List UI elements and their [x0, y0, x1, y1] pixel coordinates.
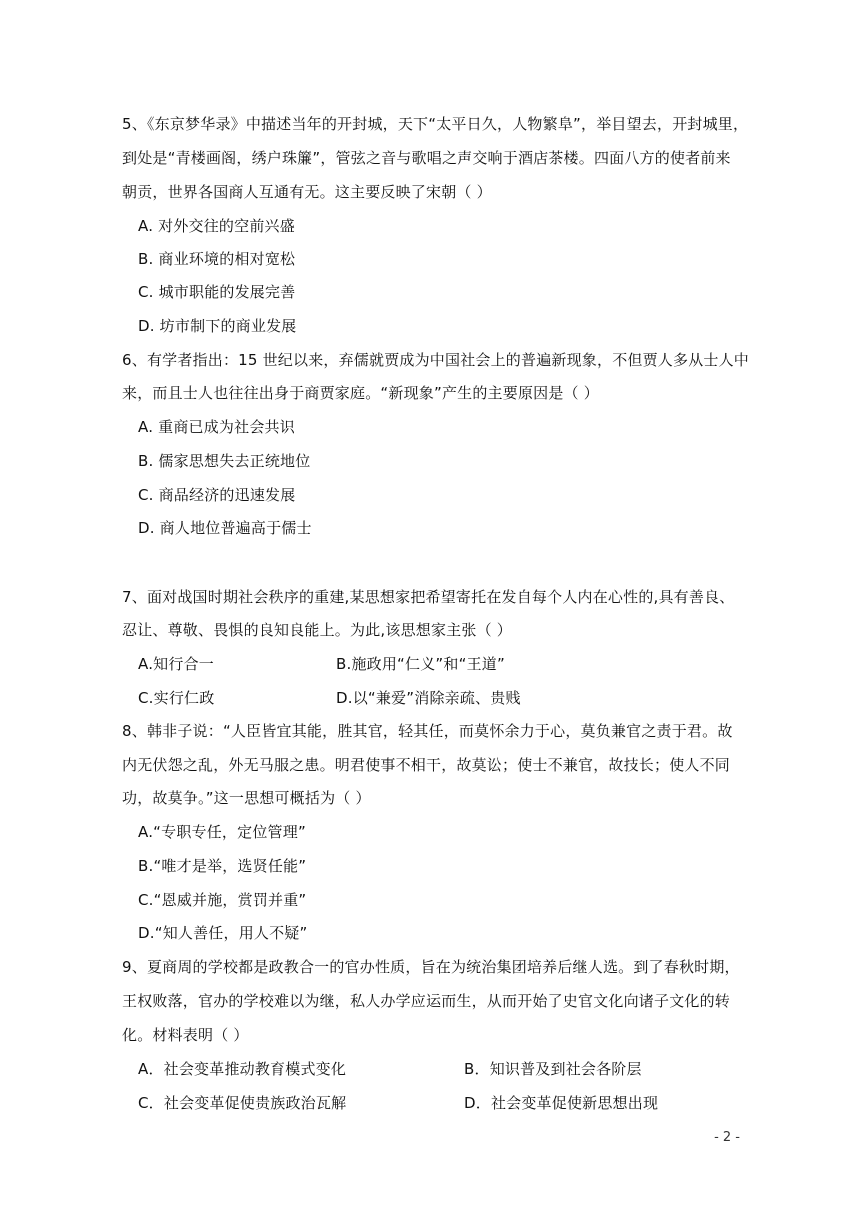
- q6-option-c: C. 商品经济的迅速发展: [138, 486, 296, 504]
- q8-stem-line-2: 内无伏怨之乱，外无马服之患。明君使事不相干，故莫讼；使士不兼官，故技长；使人不同: [122, 756, 731, 774]
- q8-stem-line-3: 功，故莫争。”这一思想可概括为（ ）: [122, 789, 371, 807]
- q9-option-b: B．知识普及到社会各阶层: [464, 1060, 642, 1078]
- q6-stem-line-1: 6、有学者指出：15 世纪以来，弃儒就贾成为中国社会上的普遍新现象，不但贾人多从士人中: [122, 351, 750, 369]
- q7-option-c: C.实行仁政: [138, 689, 215, 707]
- q7-option-d: D.以“兼爱”消除亲疏、贵贱: [336, 689, 521, 707]
- q5-option-a: A. 对外交往的空前兴盛: [138, 217, 295, 235]
- q7-option-b: B.施政用“仁义”和“王道”: [336, 655, 505, 673]
- q5-option-c: C. 城市职能的发展完善: [138, 283, 296, 301]
- q9-stem-line-3: 化。材料表明（ ）: [122, 1026, 249, 1044]
- q8-stem-line-1: 8、韩非子说：“人臣皆宜其能，胜其官，轻其任，而莫怀余力于心，莫负兼官之责于君。故: [122, 722, 733, 740]
- page-number: - 2 -: [714, 1130, 740, 1145]
- q9-option-d: D．社会变革促使新思想出现: [464, 1094, 659, 1112]
- q6-option-b: B. 儒家思想失去正统地位: [138, 452, 311, 470]
- q8-option-b: B.“唯才是举，选贤任能”: [138, 857, 307, 875]
- q6-option-d: D. 商人地位普遍高于儒士: [138, 519, 312, 537]
- q5-stem-line-1: 5、《东京梦华录》中描述当年的开封城，天下“太平日久，人物繁阜”，举目望去，开封城里，: [122, 115, 749, 133]
- q5-option-d: D. 坊市制下的商业发展: [138, 317, 297, 335]
- q5-option-b: B. 商业环境的相对宽松: [138, 250, 296, 268]
- q8-option-a: A.“专职专任，定位管理”: [138, 823, 306, 841]
- q8-option-d: D.“知人善任，用人不疑”: [138, 924, 308, 942]
- q7-option-a: A.知行合一: [138, 655, 214, 673]
- q5-stem-line-2: 到处是“青楼画阁，绣户珠簾”，管弦之音与歌唱之声交响于酒店茶楼。四面八方的使者前来: [122, 149, 731, 167]
- q9-option-c: C．社会变革促使贵族政治瓦解: [138, 1094, 347, 1112]
- q8-option-c: C.“恩威并施，赏罚并重”: [138, 891, 307, 909]
- q9-stem-line-2: 王权败落，官办的学校难以为继，私人办学应运而生，从而开始了史官文化向诸子文化的转: [122, 992, 731, 1010]
- q9-option-a: A．社会变革推动教育模式变化: [138, 1060, 347, 1078]
- q6-option-a: A. 重商已成为社会共识: [138, 418, 295, 436]
- q6-stem-line-2: 来，而且士人也往往出身于商贾家庭。“新现象”产生的主要原因是（ ）: [122, 384, 599, 402]
- q7-stem-line-1: 7、面对战国时期社会秩序的重建,某思想家把希望寄托在发自每个人内在心性的,具有善良、: [122, 588, 735, 606]
- q7-stem-line-2: 忍让、尊敬、畏惧的良知良能上。为此,该思想家主张（ ）: [122, 621, 512, 639]
- q5-stem-line-3: 朝贡，世界各国商人互通有无。这主要反映了宋朝（ ）: [122, 183, 492, 201]
- q9-stem-line-1: 9、夏商周的学校都是政教合一的官办性质，旨在为统治集团培养后继人选。到了春秋时期，: [122, 958, 740, 976]
